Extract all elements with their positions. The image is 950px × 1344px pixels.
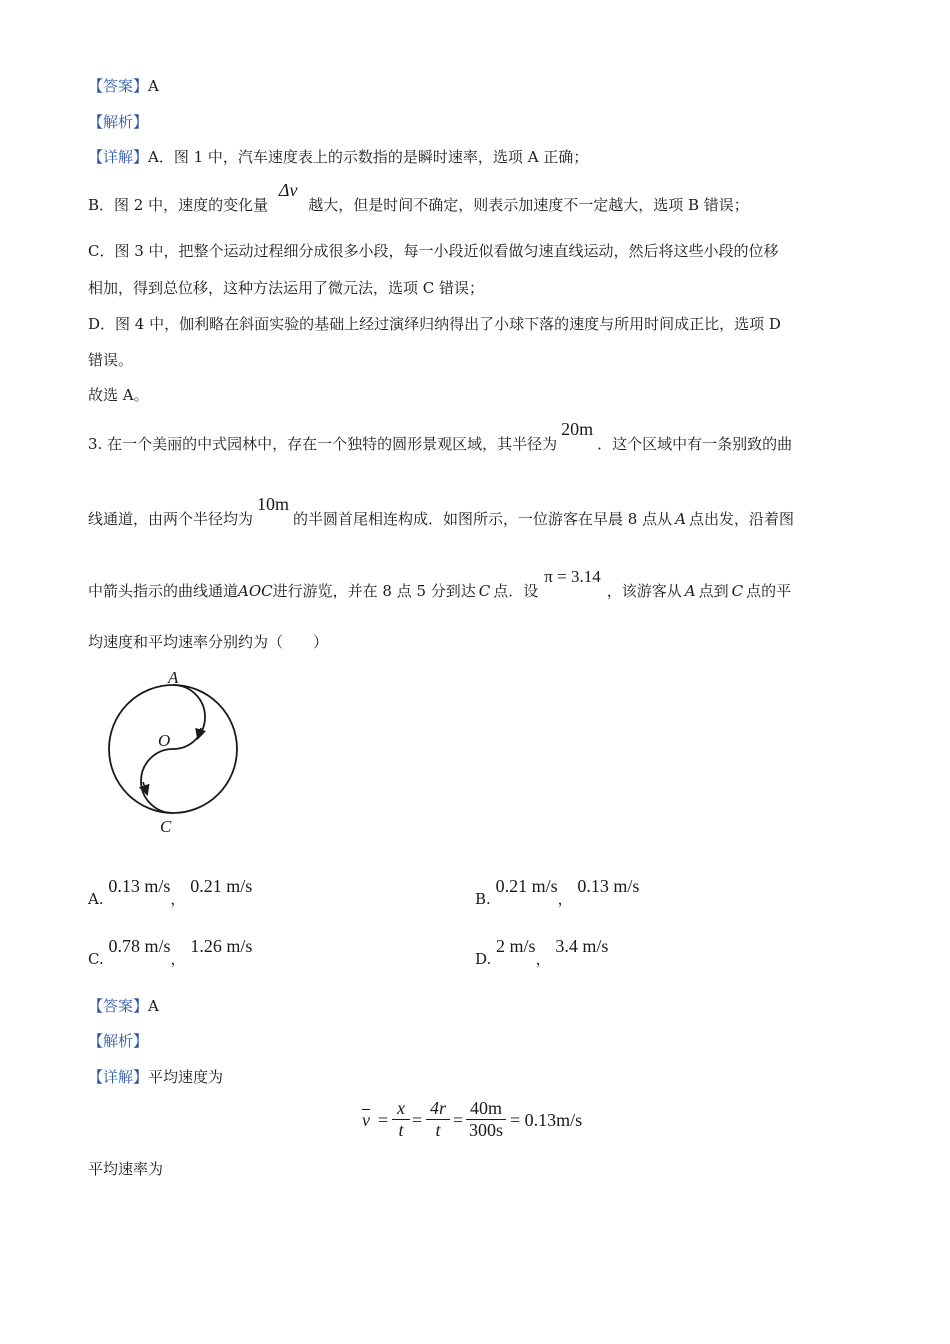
option-value-2: 0.13 m/s — [577, 876, 640, 896]
numerator: 40m — [466, 1098, 506, 1120]
q3-text: 点出发，沿着图 — [688, 510, 794, 528]
result: = 0.13m/s — [510, 1110, 583, 1130]
detail-text: A．图 1 中，汽车速度表上的示数指的是瞬时速率，选项 A 正确； — [148, 148, 589, 166]
fraction-4r-over-t — [426, 1098, 450, 1141]
average-velocity-formula — [360, 1098, 600, 1148]
vbar-symbol: $\overline{v}$ — [362, 1110, 370, 1130]
answer-value: A — [148, 997, 159, 1015]
option-value-1: 0.13 m/s — [108, 876, 171, 896]
option-value-2: 1.26 m/s — [190, 936, 253, 956]
point-a: A — [684, 582, 696, 600]
separator: ， — [170, 950, 186, 968]
q3-detail — [88, 1067, 223, 1087]
separator: ， — [170, 890, 186, 908]
circle-path-figure — [100, 668, 250, 838]
detail-tag: 【详解】 — [88, 1068, 149, 1086]
line2-text-b: 越大，但是时间不确定，则表示加速度不一定越大，选项 B 错误； — [308, 196, 749, 214]
label-c: C — [160, 817, 172, 836]
label-o: O — [158, 731, 171, 750]
q3-text: 中箭头指示的曲线通道 — [88, 582, 239, 600]
radius-20m: 20m — [561, 419, 594, 439]
prev-detail-line2 — [88, 180, 749, 215]
q3-text: 点．设 — [493, 582, 539, 600]
q3-text: 点到 — [698, 582, 729, 600]
pi-value: π = 3.14 — [544, 567, 601, 586]
option-value-1: 0.78 m/s — [108, 936, 171, 956]
option-b[interactable] — [475, 876, 640, 909]
prev-answer — [88, 76, 159, 96]
option-value-2: 0.21 m/s — [190, 876, 253, 896]
point-a: A — [675, 510, 686, 528]
option-value-1: 2 m/s — [496, 936, 536, 956]
q3-text: 进行游览，并在 8 点 5 分到达 — [272, 582, 476, 600]
prev-detail-line6: 错误。 — [88, 351, 134, 369]
path-aoc: AOC — [238, 582, 273, 600]
numerator: 4r — [426, 1098, 450, 1120]
q3-rate-text: 平均速率为 — [88, 1160, 164, 1178]
q3-text: 线通道，由两个半径均为 — [88, 510, 254, 528]
equals: = — [378, 1110, 389, 1130]
q3-line1 — [88, 419, 793, 454]
equals: = — [453, 1110, 464, 1130]
separator: ， — [557, 890, 573, 908]
delta-v-symbol: Δv — [278, 180, 298, 200]
detail-text: 平均速度为 — [148, 1068, 224, 1086]
q3-text: 的半圆首尾相连构成．如图所示，一位游客在早晨 8 点从 — [293, 510, 673, 528]
prev-detail-line4: 相加，得到总位移，这种方法运用了微元法，选项 C 错误； — [88, 279, 485, 297]
answer-value: A — [148, 77, 159, 95]
prev-analysis-tag: 【解析】 — [88, 113, 149, 131]
point-c: C — [478, 582, 491, 600]
prev-detail-line5: D．图 4 中，伽利略在斜面实验的基础上经过演绎归纳得出了小球下落的速度与所用时间成正比，选项 D — [88, 315, 781, 333]
separator: ， — [535, 950, 551, 968]
option-c[interactable] — [88, 936, 253, 969]
q3-text: ，该游客从 — [606, 582, 682, 600]
answer-tag: 【答案】 — [88, 77, 149, 95]
fraction-x-over-t — [392, 1098, 410, 1141]
q3-answer — [88, 996, 159, 1016]
upper-semicircle-path — [173, 685, 205, 749]
prev-detail-line1 — [88, 147, 588, 167]
q3-text: 点的平 — [746, 582, 792, 600]
option-letter: A. — [88, 890, 104, 908]
option-letter: B. — [475, 890, 491, 908]
numerator: x — [392, 1098, 410, 1120]
fraction-40m-over-300s — [466, 1098, 506, 1141]
line2-text-a: B．图 2 中，速度的变化量 — [88, 196, 269, 214]
point-c: C — [731, 582, 744, 600]
option-d[interactable] — [475, 936, 609, 969]
option-value-1: 0.21 m/s — [495, 876, 558, 896]
denominator: t — [398, 1120, 404, 1140]
denominator: t — [435, 1120, 441, 1140]
q3-line4: 均速度和平均速率分别约为（ ） — [88, 633, 329, 651]
option-value-2: 3.4 m/s — [555, 936, 609, 956]
q3-line3 — [88, 567, 792, 601]
detail-tag: 【详解】 — [88, 148, 149, 166]
q3-line2 — [88, 494, 794, 529]
prev-detail-line7: 故选 A。 — [88, 386, 149, 404]
radius-10m: 10m — [257, 494, 290, 514]
q3-analysis-tag: 【解析】 — [88, 1032, 149, 1050]
q3-text: ．这个区域中有一条别致的曲 — [597, 435, 793, 453]
equals: = — [412, 1110, 423, 1130]
prev-detail-line3: C．图 3 中，把整个运动过程细分成很多小段，每一小段近似看做匀速直线运动，然后将这些小段的位移 — [88, 242, 779, 260]
answer-tag: 【答案】 — [88, 997, 149, 1015]
lower-semicircle-path — [141, 749, 173, 813]
denominator: 300s — [468, 1120, 503, 1140]
option-a[interactable] — [88, 876, 253, 909]
option-letter: C. — [88, 950, 104, 968]
q3-text: 3. 在一个美丽的中式园林中，存在一个独特的圆形景观区域，其半径为 — [88, 435, 558, 453]
label-a: A — [168, 668, 179, 687]
option-letter: D. — [475, 950, 492, 968]
